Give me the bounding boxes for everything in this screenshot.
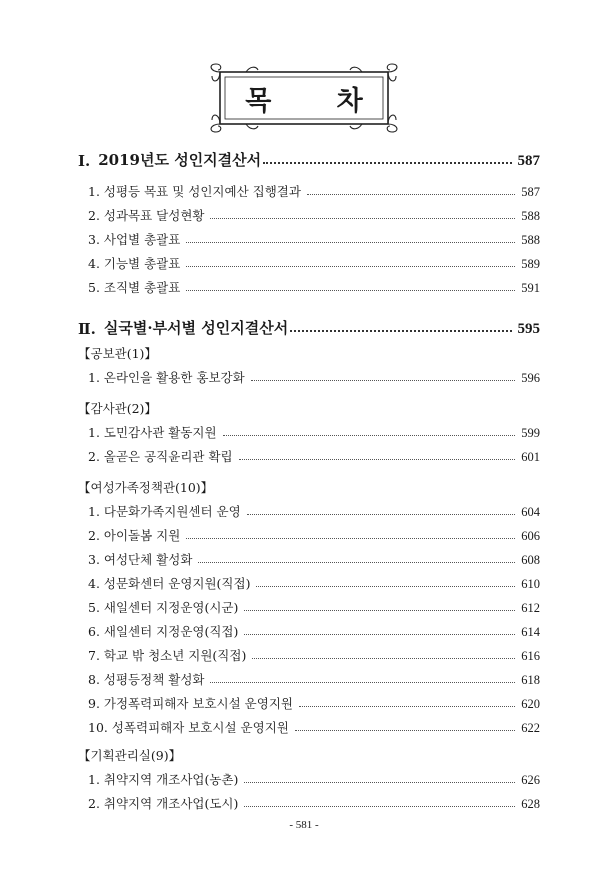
toc-entry[interactable]	[78, 248, 540, 272]
entry-label: 5. 조직별 총괄표	[88, 280, 181, 295]
entry-page: 612	[521, 601, 540, 615]
dot-leader	[186, 290, 515, 291]
entry-page: 599	[521, 426, 540, 440]
dot-leader	[244, 806, 515, 807]
entry-page: 604	[521, 505, 540, 519]
dot-leader	[263, 162, 511, 164]
toc-group-press	[78, 340, 540, 386]
toc-entry[interactable]	[78, 176, 540, 200]
entry-label: 1. 성평등 목표 및 성인지예산 집행결과	[88, 184, 301, 199]
entry-label: 4. 성문화센터 운영지원(직접)	[88, 576, 251, 591]
entry-page: 622	[521, 721, 540, 735]
entry-label: 8. 성평등정책 활성화	[88, 672, 205, 687]
toc-group-planning	[78, 742, 540, 812]
dot-leader	[307, 194, 515, 195]
toc-entry[interactable]	[78, 441, 540, 465]
dot-leader	[244, 782, 515, 783]
dot-leader	[252, 658, 515, 659]
entry-page: 601	[521, 450, 540, 464]
dot-leader	[256, 586, 515, 587]
toc-section-2	[78, 314, 540, 338]
toc-entry[interactable]	[78, 417, 540, 441]
entry-label: 5. 새일센터 지정운영(시군)	[88, 600, 239, 615]
dot-leader	[299, 706, 515, 707]
toc-group-audit	[78, 395, 540, 465]
dot-leader	[239, 459, 516, 460]
group-title: 【공보관(1)】	[78, 346, 157, 361]
entry-label: 6. 새일센터 지정운영(직접)	[88, 624, 239, 639]
entry-page: 620	[521, 697, 540, 711]
dot-leader	[223, 435, 516, 436]
section-number: Ⅱ.	[78, 320, 96, 338]
toc-entry[interactable]	[78, 362, 540, 386]
section-page: 587	[517, 153, 540, 169]
entry-page: 588	[521, 233, 540, 247]
toc-entry[interactable]	[78, 592, 540, 616]
toc-entry[interactable]	[78, 568, 540, 592]
entry-page: 628	[521, 797, 540, 811]
toc-entry[interactable]	[78, 640, 540, 664]
toc-entry[interactable]	[78, 200, 540, 224]
dot-leader	[186, 242, 515, 243]
dot-leader	[210, 682, 515, 683]
entry-label: 7. 학교 밖 청소년 지원(직접)	[88, 648, 247, 663]
entry-page: 587	[521, 185, 540, 199]
entry-label: 2. 성과목표 달성현황	[88, 208, 205, 223]
toc-entry[interactable]	[78, 712, 540, 736]
toc-entry[interactable]	[78, 224, 540, 248]
toc-entry[interactable]	[78, 544, 540, 568]
entry-label: 3. 사업별 총괄표	[88, 232, 181, 247]
toc-entry[interactable]	[78, 664, 540, 688]
entry-label: 2. 아이돌봄 지원	[88, 528, 181, 543]
entry-label: 2. 올곧은 공직윤리관 확립	[88, 449, 233, 464]
group-title: 【감사관(2)】	[78, 401, 157, 416]
toc-entry[interactable]	[78, 764, 540, 788]
entry-page: 614	[521, 625, 540, 639]
entry-page: 588	[521, 209, 540, 223]
entry-page: 589	[521, 257, 540, 271]
toc-entry[interactable]	[78, 496, 540, 520]
entry-label: 10. 성폭력피해자 보호시설 운영지원	[88, 720, 289, 735]
dot-leader	[210, 218, 515, 219]
entry-label: 1. 온라인을 활용한 홍보강화	[88, 370, 245, 385]
group-title: 【여성가족정책관(10)】	[78, 480, 214, 495]
toc-section-1-items	[78, 176, 540, 296]
toc-section-1	[78, 146, 540, 170]
toc-entry[interactable]	[78, 688, 540, 712]
section-number: Ⅰ.	[78, 152, 91, 170]
section-title: 실국별·부서별 성인지결산서	[103, 319, 289, 337]
entry-label: 1. 취약지역 개조사업(농촌)	[88, 772, 239, 787]
section-title: 2019년도 성인지결산서	[98, 151, 262, 169]
group-title: 【기획관리실(9)】	[78, 748, 182, 763]
entry-page: 616	[521, 649, 540, 663]
toc-section-heading[interactable]	[78, 314, 540, 338]
entry-page: 610	[521, 577, 540, 591]
dot-leader	[251, 380, 516, 381]
dot-leader	[244, 610, 515, 611]
toc-group-women-family	[78, 474, 540, 736]
dot-leader	[186, 266, 515, 267]
toc-entry[interactable]	[78, 520, 540, 544]
page-title: 목 차	[245, 85, 391, 117]
dot-leader	[244, 634, 515, 635]
toc-entry[interactable]	[78, 272, 540, 296]
entry-page: 606	[521, 529, 540, 543]
section-page: 595	[517, 321, 540, 337]
entry-label: 1. 도민감사관 활동지원	[88, 425, 217, 440]
dot-leader	[247, 514, 516, 515]
entry-page: 596	[521, 371, 540, 385]
toc-entry[interactable]	[78, 616, 540, 640]
toc-entry[interactable]	[78, 788, 540, 812]
entry-label: 4. 기능별 총괄표	[88, 256, 181, 271]
entry-page: 618	[521, 673, 540, 687]
entry-label: 1. 다문화가족지원센터 운영	[88, 504, 241, 519]
toc-title-frame	[206, 62, 402, 134]
entry-page: 626	[521, 773, 540, 787]
dot-leader	[290, 330, 511, 332]
entry-page: 591	[521, 281, 540, 295]
page-number-footer: - 581 -	[289, 819, 319, 831]
dot-leader	[186, 538, 515, 539]
entry-page: 608	[521, 553, 540, 567]
dot-leader	[295, 730, 515, 731]
dot-leader	[198, 562, 515, 563]
toc-section-heading[interactable]	[78, 146, 540, 170]
entry-label: 3. 여성단체 활성화	[88, 552, 193, 567]
entry-label: 9. 가정폭력피해자 보호시설 운영지원	[88, 696, 293, 711]
entry-label: 2. 취약지역 개조사업(도시)	[88, 796, 239, 811]
